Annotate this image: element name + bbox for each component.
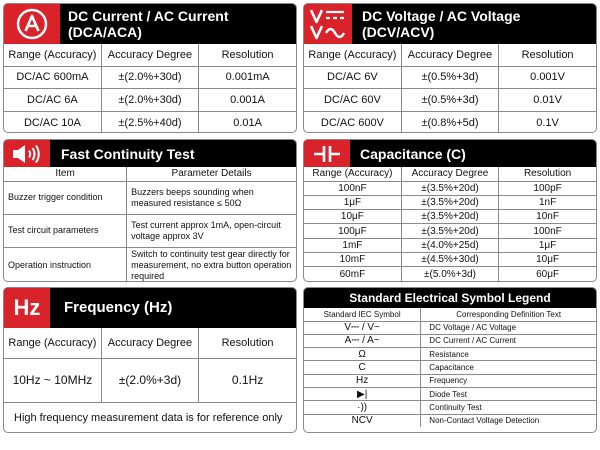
resolution-cell: 0.001V	[499, 66, 596, 89]
column-header: Resolution	[499, 167, 596, 181]
resolution-cell: 0.01V	[499, 89, 596, 112]
symbols-header	[304, 288, 596, 308]
detail-cell: Test current approx 1mA, open-circuit voltage approx 3V	[127, 214, 296, 247]
range-cell: 1mF	[304, 238, 401, 252]
resolution-cell: 0.1Hz	[199, 358, 296, 402]
column-header: Accuracy Degree	[101, 328, 198, 358]
table-row	[304, 348, 596, 361]
definition-cell: DC Current / AC Current	[421, 334, 596, 347]
dc-current-title: DC Current / AC Current	[68, 8, 229, 24]
column-header: Item	[4, 167, 127, 181]
resolution-cell: 60μF	[499, 267, 596, 281]
accuracy-cell: ±(3.5%+20d)	[401, 210, 498, 224]
column-header: Standard IEC Symbol	[304, 308, 421, 321]
symbol-cell: Hz	[304, 374, 421, 387]
column-header: Resolution	[199, 44, 296, 66]
dc-voltage-panel	[303, 3, 597, 133]
range-cell: DC/AC 60V	[304, 89, 401, 112]
voltage-v-icon	[304, 4, 352, 44]
range-cell: DC/AC 6V	[304, 66, 401, 89]
column-header: Range (Accuracy)	[4, 328, 101, 358]
column-header: Range (Accuracy)	[4, 44, 101, 66]
detail-cell: Switch to continuity test gear directly for measurement, no extra button operation required	[127, 247, 296, 282]
symbol-cell: NCV	[304, 414, 421, 427]
frequency-title: Frequency (Hz)	[64, 299, 173, 316]
dc-current-header	[4, 4, 296, 44]
range-cell: 10μF	[304, 210, 401, 224]
range-cell: 100μF	[304, 224, 401, 238]
table-row	[304, 267, 596, 281]
table-row	[304, 361, 596, 374]
continuity-panel	[3, 139, 297, 282]
dc-current-panel	[3, 3, 297, 133]
accuracy-cell: ±(3.5%+20d)	[401, 181, 498, 195]
capacitance-panel	[303, 139, 597, 282]
column-header: Parameter Details	[127, 167, 296, 181]
accuracy-cell: ±(0.8%+5d)	[401, 111, 498, 133]
definition-cell: Non-Contact Voltage Detection	[421, 414, 596, 427]
table-row	[304, 334, 596, 347]
table-row	[304, 252, 596, 266]
table-row	[304, 224, 596, 238]
table-row	[4, 214, 296, 247]
range-cell: DC/AC 10A	[4, 111, 101, 133]
range-cell: 60mF	[304, 267, 401, 281]
resolution-cell: 100nF	[499, 224, 596, 238]
column-header: Corresponding Definition Text	[421, 308, 596, 321]
accuracy-cell: ±(3.5%+20d)	[401, 195, 498, 209]
continuity-title: Fast Continuity Test	[61, 145, 195, 162]
table-row	[304, 414, 596, 427]
dc-voltage-header	[304, 4, 596, 44]
capacitance-table	[304, 167, 596, 281]
symbol-cell: Ω	[304, 348, 421, 361]
range-cell: DC/AC 6A	[4, 89, 101, 112]
definition-cell: DC Voltage / AC Voltage	[421, 321, 596, 334]
table-row	[304, 387, 596, 400]
table-row	[304, 321, 596, 334]
table-row	[4, 111, 296, 133]
symbol-cell: C	[304, 361, 421, 374]
resolution-cell: 0.001A	[199, 89, 296, 112]
range-cell: 1μF	[304, 195, 401, 209]
accuracy-cell: ±(4.0%+25d)	[401, 238, 498, 252]
definition-cell: Continuity Test	[421, 401, 596, 414]
accuracy-cell: ±(2.5%+40d)	[101, 111, 198, 133]
table-row	[304, 210, 596, 224]
accuracy-cell: ±(0.5%+3d)	[401, 89, 498, 112]
dc-voltage-subtitle: (DCV/ACV)	[362, 24, 435, 40]
symbol-cell: ·))	[304, 401, 421, 414]
column-header: Resolution	[199, 328, 296, 358]
hz-icon: Hz	[4, 288, 50, 328]
column-header: Range (Accuracy)	[304, 167, 401, 181]
capacitance-title: Capacitance (C)	[360, 145, 466, 162]
item-cell: Operation instruction	[4, 247, 127, 282]
frequency-table	[4, 328, 296, 402]
accuracy-cell: ±(2.0%+30d)	[101, 66, 198, 89]
frequency-panel	[3, 287, 297, 433]
table-row	[304, 66, 596, 89]
table-row	[304, 181, 596, 195]
frequency-note: High frequency measurement data is for reference only	[4, 402, 296, 432]
continuity-header	[4, 140, 296, 167]
resolution-cell: 10nF	[499, 210, 596, 224]
table-row	[4, 89, 296, 112]
item-cell: Buzzer trigger condition	[4, 181, 127, 214]
column-header: Accuracy Degree	[401, 167, 498, 181]
range-cell: 10Hz ~ 10MHz	[4, 358, 101, 402]
continuity-table	[4, 167, 296, 282]
speaker-icon	[4, 140, 50, 167]
symbols-table	[304, 308, 596, 427]
table-row	[304, 238, 596, 252]
table-row	[4, 358, 296, 402]
dc-voltage-table	[304, 44, 596, 133]
range-cell: 10mF	[304, 252, 401, 266]
dc-current-table	[4, 44, 296, 133]
column-header: Resolution	[499, 44, 596, 66]
accuracy-cell: ±(3.5%+20d)	[401, 224, 498, 238]
ammeter-a-icon	[4, 4, 60, 44]
symbol-cell: V⎓ / V~	[304, 321, 421, 334]
accuracy-cell: ±(4.5%+30d)	[401, 252, 498, 266]
frequency-header	[4, 288, 296, 328]
resolution-cell: 100pF	[499, 181, 596, 195]
definition-cell: Resistance	[421, 348, 596, 361]
table-row	[304, 111, 596, 133]
resolution-cell: 1μF	[499, 238, 596, 252]
symbol-cell: A⎓ / A~	[304, 334, 421, 347]
accuracy-cell: ±(0.5%+3d)	[401, 66, 498, 89]
column-header: Range (Accuracy)	[304, 44, 401, 66]
resolution-cell: 10μF	[499, 252, 596, 266]
capacitance-header	[304, 140, 596, 167]
detail-cell: Buzzers beeps sounding when measured resistance ≤ 50Ω	[127, 181, 296, 214]
table-row	[304, 195, 596, 209]
resolution-cell: 0.01A	[199, 111, 296, 133]
table-row	[4, 66, 296, 89]
accuracy-cell: ±(2.0%+30d)	[101, 89, 198, 112]
table-row	[4, 181, 296, 214]
range-cell: DC/AC 600V	[304, 111, 401, 133]
range-cell: DC/AC 600mA	[4, 66, 101, 89]
table-row	[4, 247, 296, 282]
accuracy-cell: ±(5.0%+3d)	[401, 267, 498, 281]
resolution-cell: 0.001mA	[199, 66, 296, 89]
capacitor-icon	[304, 140, 350, 167]
table-row	[304, 401, 596, 414]
symbols-panel	[303, 287, 597, 433]
definition-cell: Diode Test	[421, 387, 596, 400]
resolution-cell: 1nF	[499, 195, 596, 209]
column-header: Accuracy Degree	[101, 44, 198, 66]
accuracy-cell: ±(2.0%+3d)	[101, 358, 198, 402]
column-header: Accuracy Degree	[401, 44, 498, 66]
definition-cell: Capacitance	[421, 361, 596, 374]
range-cell: 100nF	[304, 181, 401, 195]
resolution-cell: 0.1V	[499, 111, 596, 133]
dc-current-subtitle: (DCA/ACA)	[68, 24, 142, 40]
symbol-cell: ▶|	[304, 387, 421, 400]
table-row	[304, 89, 596, 112]
symbols-title: Standard Electrical Symbol Legend	[349, 291, 551, 305]
definition-cell: Frequency	[421, 374, 596, 387]
item-cell: Test circuit parameters	[4, 214, 127, 247]
dc-voltage-title: DC Voltage / AC Voltage	[362, 8, 521, 24]
table-row	[304, 374, 596, 387]
